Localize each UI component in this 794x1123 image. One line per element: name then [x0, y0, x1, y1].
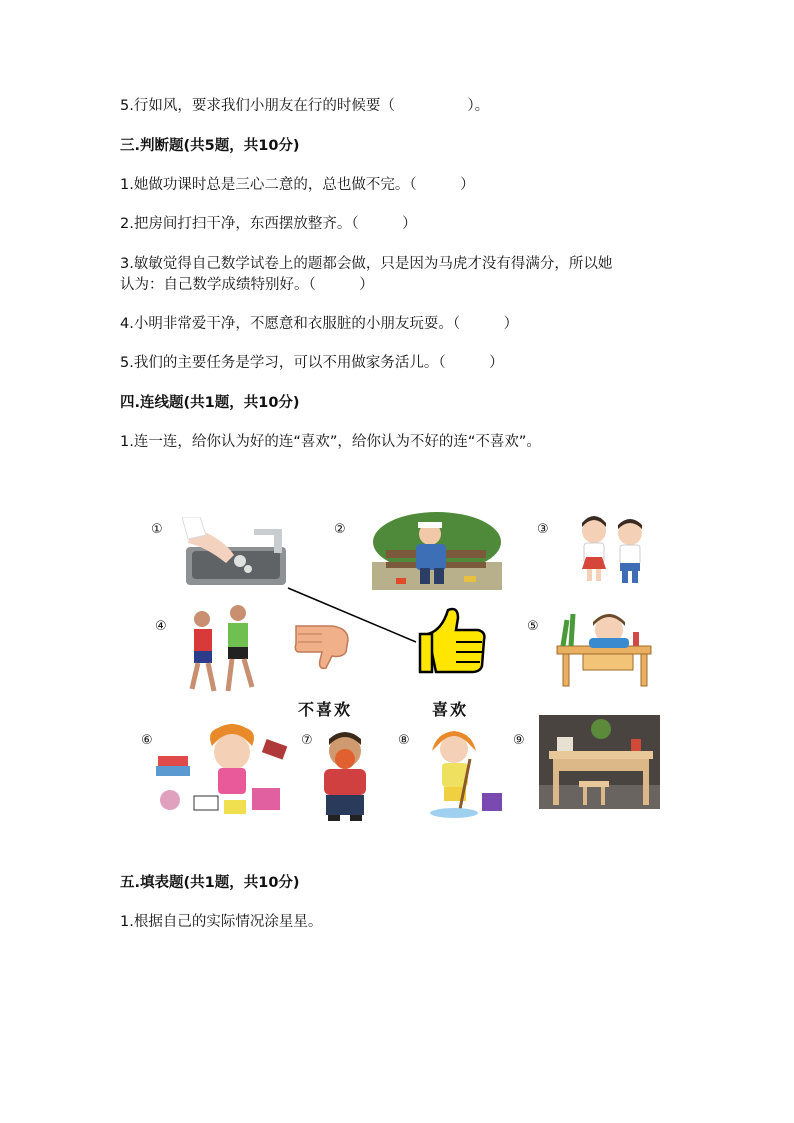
sleeping-at-desk-icon [553, 606, 657, 688]
judge-question-4: 4.小明非常爱干净，不愿意和衣服脏的小朋友玩耍。（ ） [120, 316, 519, 332]
fill-question-1: 1.根据自己的实际情况涂星星。 [120, 914, 323, 930]
figure-label-8: ⑧ [398, 733, 410, 748]
judge-question-1: 1.她做功课时总是三心二意的，总也做不完。（ ） [120, 177, 475, 193]
judge-question-3b: 认为：自己数学成绩特别好。（ ） [120, 277, 374, 293]
mopping-girl-icon [424, 729, 506, 819]
littering-man-icon [372, 512, 502, 590]
section-3-heading: 三.判断题(共5题，共10分) [120, 138, 300, 154]
hand-washing-icon [182, 517, 294, 591]
tidy-desk-icon [539, 715, 660, 809]
figure-label-3: ③ [537, 522, 549, 537]
thumbs-down-icon [292, 620, 356, 670]
section-5-heading: 五.填表题(共1题，共10分) [120, 875, 300, 891]
like-caption: 喜欢 [432, 700, 469, 719]
messy-room-girl-icon [154, 722, 298, 820]
figure-label-1: ① [151, 522, 163, 537]
figure-label-4: ④ [155, 619, 167, 634]
figure-label-6: ⑥ [141, 733, 153, 748]
figure-label-9: ⑨ [513, 733, 525, 748]
figure-label-5: ⑤ [527, 619, 539, 634]
dislike-caption: 不喜欢 [298, 700, 353, 719]
section-4-heading: 四.连线题(共1题，共10分) [120, 395, 300, 411]
judge-question-2: 2.把房间打扫干净，东西摆放整齐。（ ） [120, 216, 417, 232]
question-5-line: 5.行如风，要求我们小朋友在行的时候要（ ）。 [120, 98, 490, 114]
figure-label-2: ② [334, 522, 346, 537]
greeting-children-icon [574, 513, 652, 585]
judge-question-5: 5.我们的主要任务是学习，可以不用做家务活儿。（ ） [120, 355, 504, 371]
running-men-icon [182, 603, 264, 703]
matching-question-1: 1.连一连，给你认为好的连“喜欢”，给你认为不好的连“不喜欢”。 [120, 434, 541, 450]
judge-question-3a: 3.敏敏觉得自己数学试卷上的题都会做，只是因为马虎才没有得满分，所以她 [120, 256, 613, 272]
eating-boy-icon [316, 729, 374, 821]
thumbs-up-icon [418, 604, 490, 676]
figure-label-7: ⑦ [301, 733, 313, 748]
